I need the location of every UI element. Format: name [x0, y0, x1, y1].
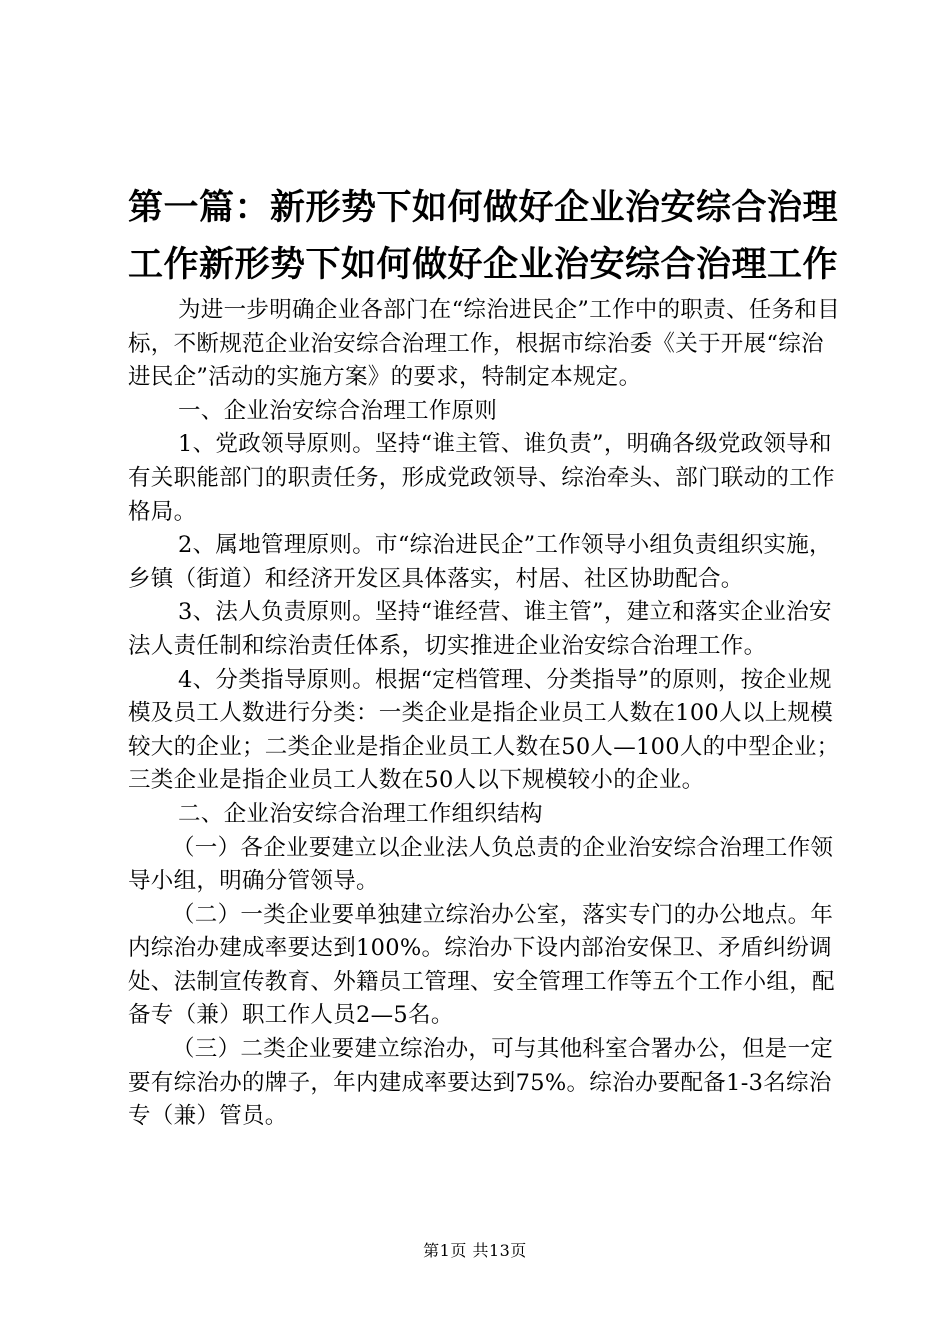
document-body	[128, 294, 840, 1134]
section-heading: 二、企业治安综合治理工作组织结构	[178, 800, 543, 827]
section-heading: 一、企业治安综合治理工作原则	[178, 397, 498, 424]
title-line-1: 第一篇：新形势下如何做好企业治安综合治理	[128, 188, 839, 228]
body-paragraph: 1、党政领导原则。坚持“谁主管、谁负责”，明确各级党政领导和有关职能部门的职责任务，形成党政领导、综治牵头、部门联动的工作格局。	[128, 431, 835, 525]
intro-paragraph: 为进一步明确企业各部门在“综治进民企”工作中的职责、任务和目标，不断规范企业治安综合治理工作，根据市综治委《关于开展“综治进民企”活动的实施方案》的要求，特制定本规定。	[128, 297, 841, 391]
body-paragraph: 3、法人负责原则。坚持“谁经营、谁主管”，建立和落实企业治安法人责任制和综治责任体系，切实推进企业治安综合治理工作。	[128, 599, 832, 659]
page-number-footer: 第1页 共13页	[423, 1241, 527, 1260]
document-title	[128, 180, 848, 294]
title-line-2: 工作新形势下如何做好企业治安综合治理工作	[128, 245, 839, 285]
body-paragraph: （二）一类企业要单独建立综治办公室，落实专门的办公地点。年内综治办建成率要达到100%。综治办下设内部治安保卫、矛盾纠纷调处、法制宣传教育、外籍员工管理、安全管理工作等五个工作小组，配备专（兼）职工作人员2—5名。	[128, 901, 835, 1029]
body-paragraph: （三）二类企业要建立综治办，可与其他科室合署办公，但是一定要有综治办的牌子，年内建成率要达到75%。综治办要配备1-3名综治专（兼）管员。	[128, 1036, 834, 1130]
body-paragraph: 4、分类指导原则。根据“定档管理、分类指导”的原则，按企业规模及员工人数进行分类：一类企业是指企业员工人数在100人以上规模较大的企业；二类企业是指企业员工人数在50人—100人的中型企业；三类企业是指企业员工人数在50人以下规模较小的企业。	[128, 666, 840, 794]
body-paragraph: 2、属地管理原则。市“综治进民企”工作领导小组负责组织实施，乡镇（街道）和经济开发区具体落实，村居、社区协助配合。	[128, 532, 832, 592]
body-paragraph: （一）各企业要建立以企业法人负总责的企业治安综合治理工作领导小组，明确分管领导。	[128, 834, 834, 895]
